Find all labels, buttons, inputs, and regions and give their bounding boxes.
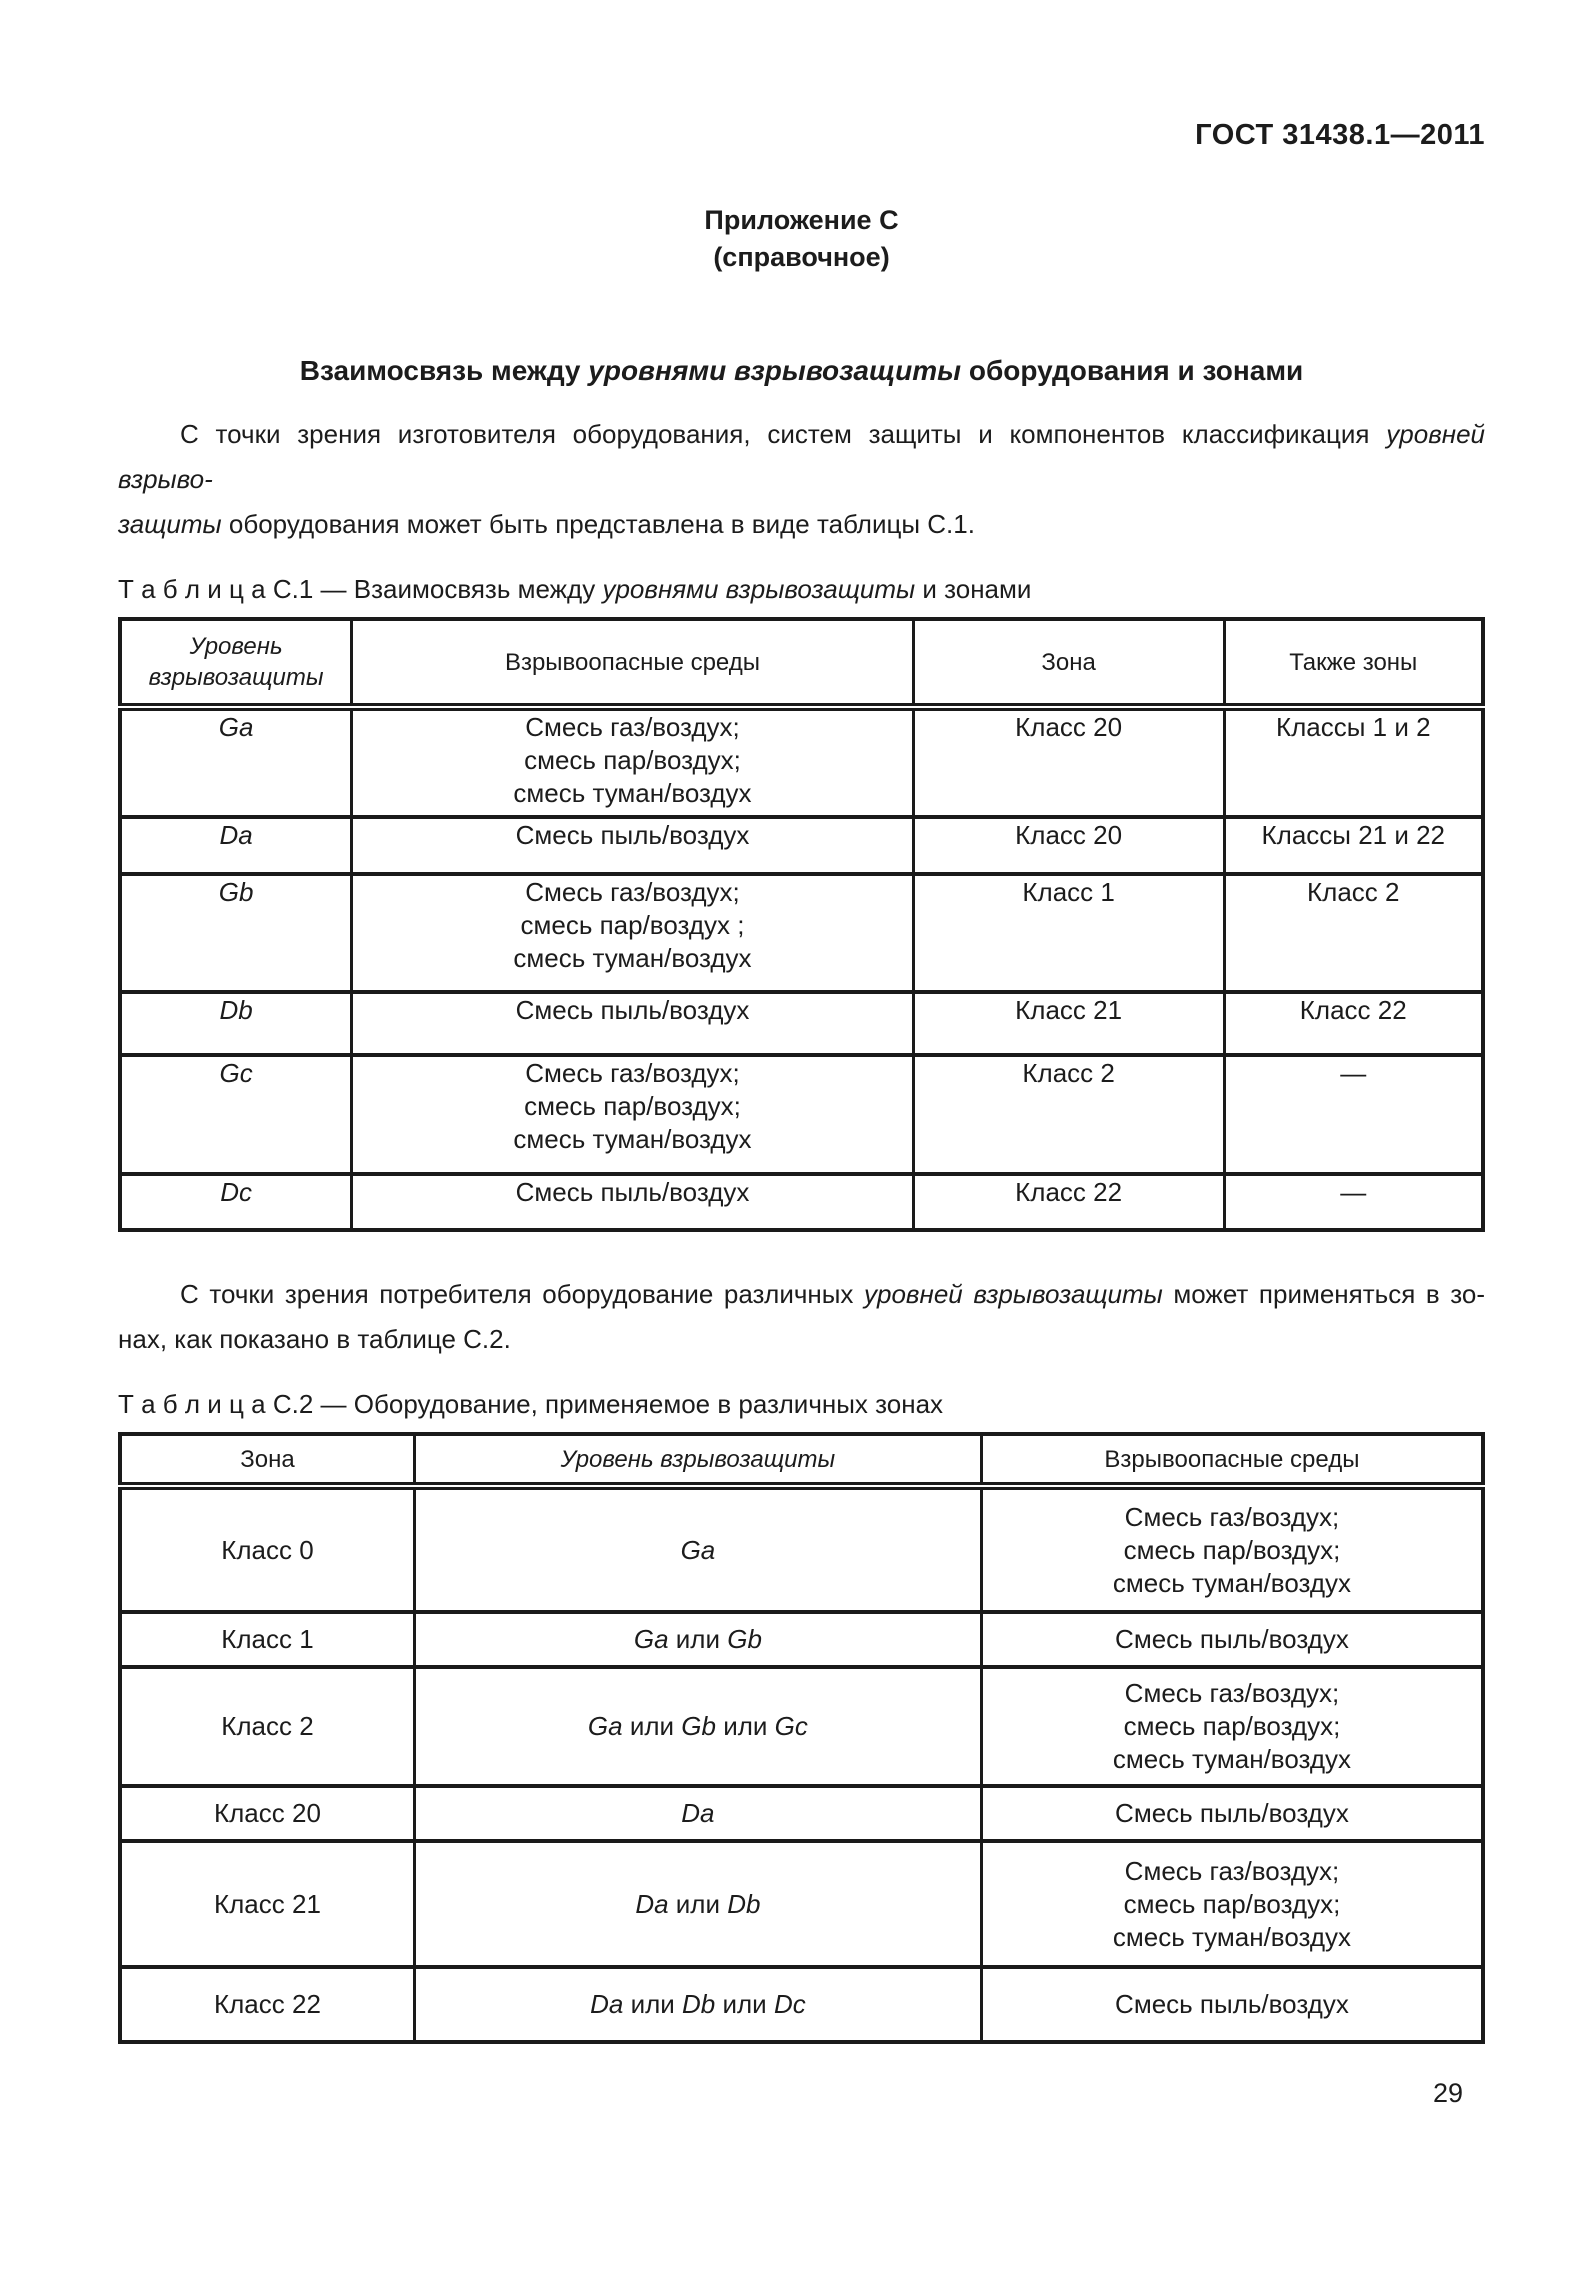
page-number: 29 [1432, 2078, 1463, 2108]
table-cell: Класс 20 [120, 1786, 414, 1841]
table-row [120, 1055, 1483, 1174]
table-cell: Класс 22 [1224, 992, 1483, 1055]
table-cell: Класс 2 [120, 1667, 414, 1786]
doc-number: ГОСТ 31438.1—2011 [1195, 119, 1485, 151]
header-cell: Зона [913, 619, 1224, 707]
header-cell: Уровень взрывозащиты [414, 1434, 981, 1486]
table-cell: Смесь газ/воздух; смесь пар/воздух ; смесь туман/воздух [352, 874, 914, 992]
table-cell: Класс 21 [913, 992, 1224, 1055]
header-row [120, 1434, 1483, 1486]
table-cell: Класс 20 [913, 817, 1224, 874]
header-cell: Уровень взрывозащиты [120, 619, 352, 707]
table-cell: Gc [120, 1055, 352, 1174]
table-c1-body [120, 707, 1483, 1230]
table-c1 [118, 617, 1485, 1232]
table-cell: Смесь газ/воздух; смесь пар/воздух; смесь туман/воздух [352, 707, 914, 817]
table-row [120, 874, 1483, 992]
section-title: Взаимосвязь между уровнями взрывозащиты оборудования и зонами [299, 355, 1304, 386]
table-c2-caption: Т а б л и ц а С.2 — Оборудование, применяемое в различных зонах [118, 1389, 944, 1419]
table-row [120, 1612, 1483, 1667]
header-cell: Взрывоопасные среды [352, 619, 914, 707]
table-c1-head [120, 619, 1483, 707]
table-cell: Смесь пыль/воздух [352, 817, 914, 874]
table-cell: Db [120, 992, 352, 1055]
table-cell: Da [120, 817, 352, 874]
table-row [120, 1667, 1483, 1786]
table-cell: Классы 21 и 22 [1224, 817, 1483, 874]
table-cell: Смесь газ/воздух; смесь пар/воздух; смесь туман/воздух [352, 1055, 914, 1174]
table-cell: Ga [414, 1486, 981, 1612]
paragraph-2 [118, 1272, 1485, 1362]
paragraph-line: защиты оборудования может быть представлена в виде таблицы С.1. [118, 509, 975, 539]
table-cell: Смесь пыль/воздух [981, 1967, 1483, 2042]
table-cell: Dc [120, 1174, 352, 1230]
table-cell: Da или Db или Dc [414, 1967, 981, 2042]
table-c2-head [120, 1434, 1483, 1486]
table-cell: Смесь газ/воздух; смесь пар/воздух; смесь туман/воздух [981, 1841, 1483, 1967]
table-cell: Da [414, 1786, 981, 1841]
table-cell: Смесь пыль/воздух [352, 992, 914, 1055]
table-row [120, 992, 1483, 1055]
table-row [120, 1841, 1483, 1967]
table-cell: Класс 21 [120, 1841, 414, 1967]
paragraph-line: С точки зрения потребителя оборудование различных уровней взрывозащиты может применяться в зо- [180, 1279, 1485, 1309]
table-cell: — [1224, 1055, 1483, 1174]
table-cell: Смесь пыль/воздух [352, 1174, 914, 1230]
table-cell: — [1224, 1174, 1483, 1230]
paragraph-line: С точки зрения изготовителя оборудования, систем защиты и компонентов классификация уровней взрыво- [118, 419, 1485, 494]
paragraph-1 [118, 412, 1485, 547]
table-cell: Класс 1 [120, 1612, 414, 1667]
header-row [120, 619, 1483, 707]
table-cell: Класс 0 [120, 1486, 414, 1612]
table-row [120, 1174, 1483, 1230]
table-row [120, 817, 1483, 874]
table-cell: Ga или Gb или Gc [414, 1667, 981, 1786]
header-cell: Также зоны [1224, 619, 1483, 707]
table-row [120, 1786, 1483, 1841]
table-row [120, 707, 1483, 817]
table-cell: Da или Db [414, 1841, 981, 1967]
paragraph-line: нах, как показано в таблице С.2. [118, 1324, 511, 1354]
table-cell: Класс 22 [120, 1967, 414, 2042]
table-cell: Ga или Gb [414, 1612, 981, 1667]
table-cell: Смесь газ/воздух; смесь пар/воздух; смесь туман/воздух [981, 1667, 1483, 1786]
appendix-subtitle: (справочное) [713, 242, 890, 272]
appendix-title: Приложение С [704, 205, 899, 235]
table-cell: Класс 20 [913, 707, 1224, 817]
table-cell: Смесь пыль/воздух [981, 1786, 1483, 1841]
table-row [120, 1486, 1483, 1612]
table-cell: Смесь пыль/воздух [981, 1612, 1483, 1667]
table-cell: Класс 22 [913, 1174, 1224, 1230]
table-cell: Класс 2 [1224, 874, 1483, 992]
table-cell: Классы 1 и 2 [1224, 707, 1483, 817]
appendix-heading [118, 202, 1485, 276]
table-row [120, 1967, 1483, 2042]
table-cell: Смесь газ/воздух; смесь пар/воздух; смесь туман/воздух [981, 1486, 1483, 1612]
table-cell: Gb [120, 874, 352, 992]
table-cell: Класс 2 [913, 1055, 1224, 1174]
table-cell: Ga [120, 707, 352, 817]
table-cell: Класс 1 [913, 874, 1224, 992]
table-c2-body [120, 1486, 1483, 2042]
header-cell: Зона [120, 1434, 414, 1486]
header-cell: Взрывоопасные среды [981, 1434, 1483, 1486]
table-c2 [118, 1432, 1485, 2044]
table-c1-caption: Т а б л и ц а С.1 — Взаимосвязь между уровнями взрывозащиты и зонами [118, 574, 1032, 604]
